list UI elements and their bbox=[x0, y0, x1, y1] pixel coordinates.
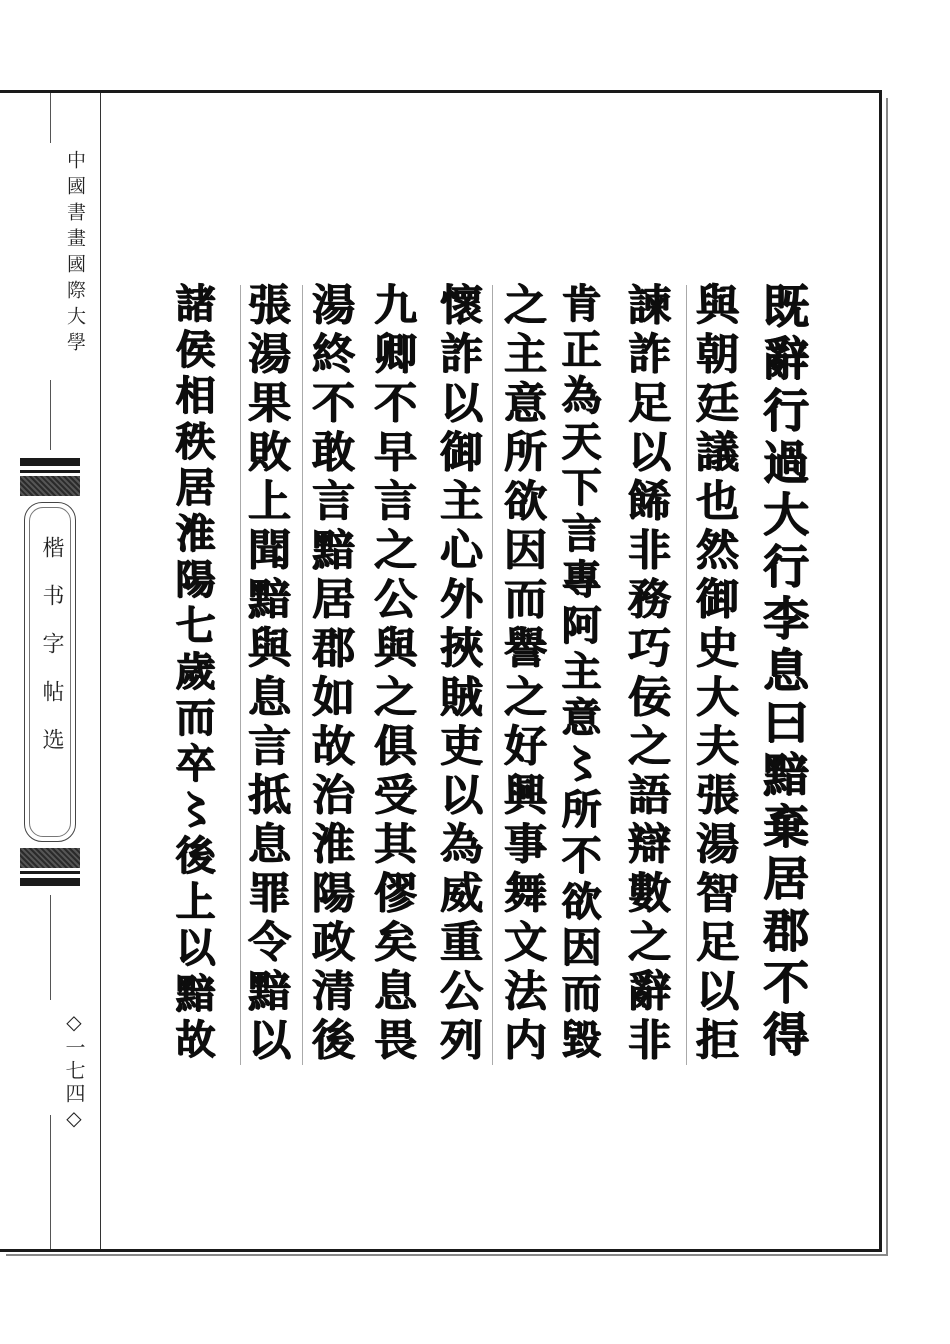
column-rule bbox=[302, 285, 303, 1065]
margin-rule bbox=[100, 93, 101, 1249]
text-column-10: 諸侯相秩居淮陽七歲而卒〻後上以黯故 bbox=[169, 282, 216, 1064]
spine-line-upper bbox=[50, 380, 51, 450]
text-column-5: 之主意所欲因而譽之好興事舞文法内 bbox=[497, 282, 547, 1066]
book-title: 楷书字帖选 bbox=[39, 536, 64, 776]
column-rule bbox=[686, 285, 687, 1065]
title-plaque bbox=[20, 458, 80, 886]
text-column-7: 九卿不早言之公與之俱受其僇矣息畏 bbox=[367, 282, 417, 1066]
text-column-9: 張湯果敗上聞黯與息言抵息罪令黯以 bbox=[241, 282, 291, 1066]
text-column-6: 懷詐以御主心外挾賊吏以為威重公列 bbox=[433, 282, 483, 1066]
page-number: ◇一七四◇ bbox=[62, 1010, 86, 1133]
spine-line-top bbox=[50, 93, 51, 143]
column-rule bbox=[492, 285, 493, 1065]
series-title: 中國書畫國際大學 bbox=[64, 150, 86, 358]
text-column-2: 與朝廷議也然御史大夫張湯智足以拒 bbox=[689, 282, 739, 1066]
text-column-1: 既辭行過大行李息曰黯棄居郡不得 bbox=[756, 282, 810, 1062]
spine-line-lower bbox=[50, 895, 51, 1000]
spine-line-bottom bbox=[50, 1115, 51, 1249]
text-column-8: 湯終不敢言黯居郡如故治淮陽政清後 bbox=[305, 282, 355, 1066]
text-column-3: 諫詐足以餙非務巧佞之語辯數之辭非 bbox=[621, 282, 671, 1066]
text-column-4: 肯正為天下言專阿主意〻所不欲因而毀 bbox=[555, 282, 602, 1064]
